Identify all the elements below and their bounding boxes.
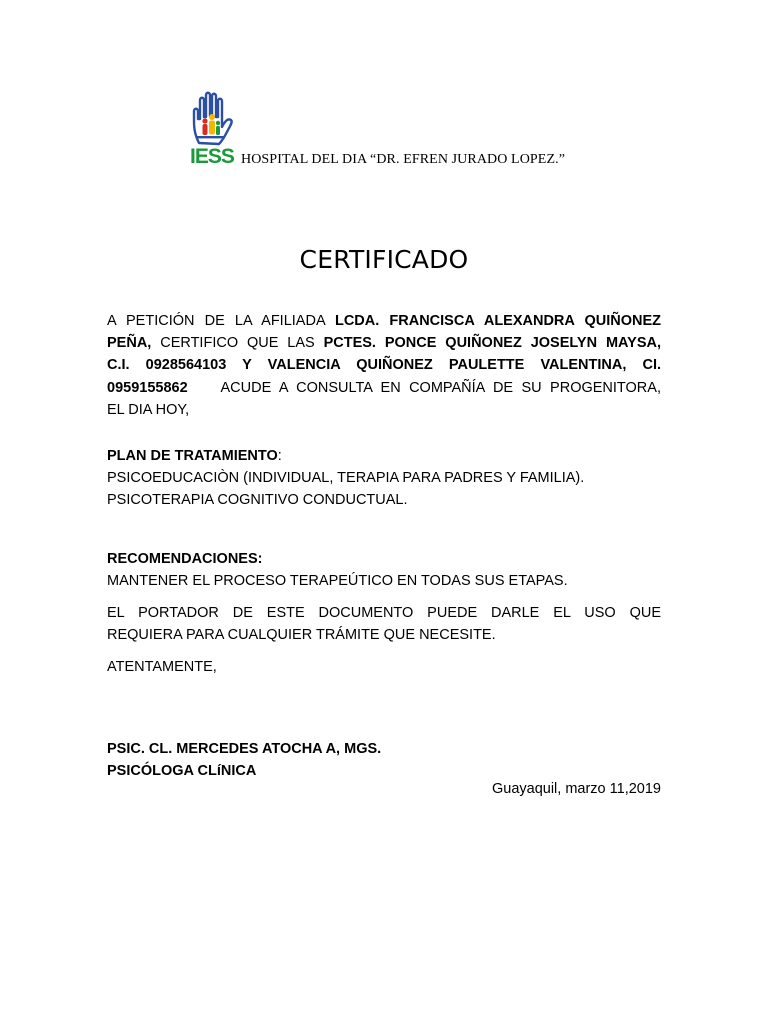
affiliate-name: LCDA. FRANCISCA ALEXANDRA QUIÑONEZ — [334, 313, 661, 329]
treatment-plan-section — [107, 445, 661, 512]
patient-id-2: 0959155862 — [107, 379, 188, 396]
place-and-date: Guayaquil, marzo 11,2019 — [491, 781, 661, 797]
treatment-plan-heading-line — [107, 445, 661, 467]
affiliate-surname: PEÑA, — [107, 335, 152, 352]
intro-line-1 — [107, 310, 661, 332]
closing-salutation — [107, 656, 661, 678]
patient-name-1: PCTES. PONCE QUIÑONEZ JOSELYN MAYSA, — [323, 335, 662, 352]
usage-line-1: EL PORTADOR DE ESTE DOCUMENTO PUEDE DARLE EL USO QUE — [107, 605, 661, 621]
treatment-plan-item: PSICOTERAPIA COGNITIVO CONDUCTUAL. — [107, 492, 408, 509]
intro-paragraph — [107, 310, 661, 421]
iess-logo-text: IESS — [190, 145, 234, 168]
treatment-plan-item: PSICOEDUCACIÒN (INDIVIDUAL, TERAPIA PARA PADRES Y FAMILIA). — [107, 470, 585, 487]
usage-line-2: REQUIERA PARA CUALQUIER TRÁMITE QUE NECESITE. — [107, 627, 496, 644]
signature-block — [107, 738, 661, 782]
intro-consult-text: ACUDE A CONSULTA EN COMPAÑÍA DE SU PROGENITORA, — [220, 379, 661, 396]
intro-line-4 — [107, 377, 661, 399]
hand-family-icon — [191, 91, 241, 147]
intro-line-2 — [107, 332, 661, 354]
recommendation-item: MANTENER EL PROCESO TERAPEÚTICO EN TODAS SUS ETAPAS. — [107, 573, 568, 590]
signer-name: PSIC. CL. MERCEDES ATOCHA A, MGS. — [107, 741, 382, 757]
intro-text: A PETICIÓN DE LA AFILIADA — [107, 313, 325, 329]
closing-text: ATENTAMENTE, — [107, 659, 217, 675]
intro-line-5: EL DIA HOY, — [107, 401, 190, 418]
intro-line-3: C.I. 0928564103 Y VALENCIA QUIÑONEZ PAULETTE VALENTINA, CI. — [107, 357, 661, 374]
treatment-plan-colon: : — [277, 448, 282, 464]
intro-certify-text: CERTIFICO QUE LAS — [160, 335, 315, 352]
recommendations-section — [107, 548, 661, 592]
usage-paragraph — [107, 602, 661, 646]
hospital-name: HOSPITAL DEL DIA “DR. EFREN JURADO LOPEZ.” — [241, 152, 566, 167]
signer-role: PSICÓLOGA CLíNICA — [107, 763, 257, 780]
recommendations-heading: RECOMENDACIONES: — [107, 551, 263, 567]
treatment-plan-heading: PLAN DE TRATAMIENTO — [107, 448, 278, 464]
iess-logo — [190, 91, 242, 169]
document-title: CERTIFICADO — [299, 245, 469, 274]
